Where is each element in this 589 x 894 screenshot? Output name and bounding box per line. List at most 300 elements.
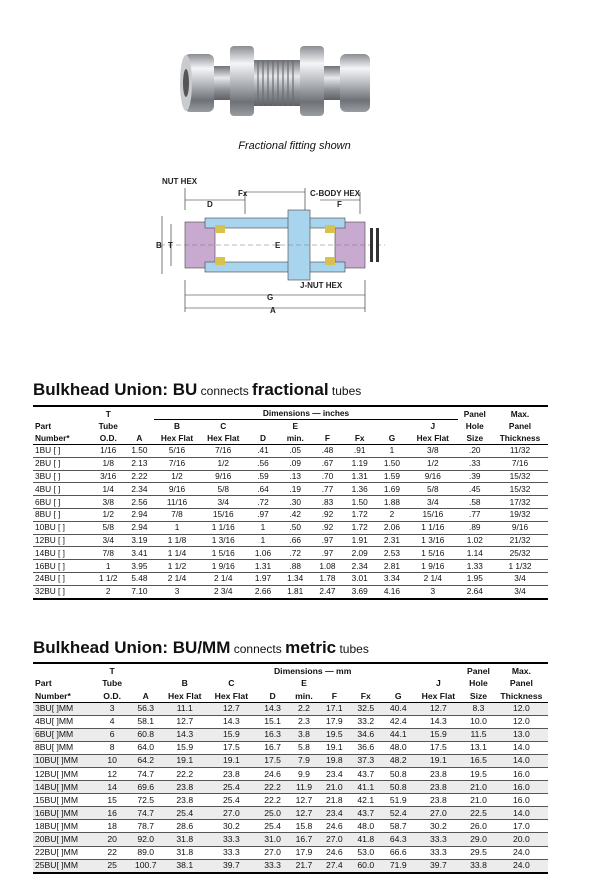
table-cell: 2.53 (383, 547, 400, 558)
table-cell: 24.6 (325, 820, 343, 831)
table-cell: 30.2 (430, 820, 447, 831)
table-cell: 19.1 (430, 755, 447, 766)
table-cell: 1 1/4 (167, 547, 187, 558)
fitting-photo (176, 36, 376, 126)
table-cell: 33.3 (223, 847, 240, 858)
table-cell: 3.19 (131, 534, 148, 545)
label-f: F (337, 200, 342, 209)
table-cell: 2.64 (466, 586, 483, 597)
table-cell: 15/16 (422, 509, 444, 520)
part-number-cell: 3BU[ ]MM (35, 703, 74, 714)
table-cell: 33.8 (470, 860, 487, 871)
table-cell: 2.56 (131, 496, 148, 507)
table-cell: 1.02 (466, 534, 483, 545)
table-cell: 21/32 (509, 534, 531, 545)
table-cell: .97 (321, 547, 334, 558)
metric-section (33, 638, 548, 874)
table-cell: 16.3 (264, 729, 281, 740)
fractional-title: Bulkhead Union: BU connects fractional tubes (33, 380, 362, 399)
table-cell: 14.0 (513, 807, 530, 818)
table-cell: .70 (321, 470, 334, 481)
table-cell: 52.4 (389, 807, 407, 818)
table-cell: 3 (109, 703, 115, 714)
part-number-cell: 8BU[ ]MM (35, 742, 74, 753)
table-cell: 24.6 (325, 847, 343, 858)
table-cell: 1/16 (100, 445, 117, 456)
table-cell: 1/2 (217, 458, 229, 469)
table-cell: 7.9 (298, 755, 310, 766)
table-cell: 14.3 (176, 729, 194, 740)
table-cell: 9/16 (168, 483, 186, 494)
table-cell: .91 (353, 445, 366, 456)
table-cell: 17.0 (513, 820, 530, 831)
table-cell: 9/16 (424, 470, 441, 481)
part-number-cell: 6BU[ ]MM (35, 729, 74, 740)
part-number-cell: 4BU [ ] (35, 483, 61, 494)
table-cell: 18 (107, 820, 117, 831)
table-cell: .92 (321, 522, 334, 533)
table-cell: 10 (107, 755, 117, 766)
table-cell: 12.0 (513, 703, 530, 714)
table-cell: 2 (105, 586, 111, 597)
table-cell: 53.0 (357, 847, 375, 858)
table-cell: 5/8 (217, 483, 229, 494)
table-cell: 7/8 (171, 509, 183, 520)
table-cell: 1/4 (102, 483, 114, 494)
table-cell: 28.6 (176, 820, 194, 831)
table-cell: 22.5 (470, 807, 487, 818)
table-cell: 1.81 (287, 586, 304, 597)
part-number-cell: 2BU [ ] (35, 458, 61, 469)
table-cell: 3 (174, 586, 180, 597)
table-cell: 2.34 (131, 483, 148, 494)
table-cell: 14.0 (513, 755, 530, 766)
table-cell: 1/8 (102, 458, 114, 469)
part-number-cell: 14BU[ ]MM (35, 781, 78, 792)
table-cell: 17.9 (325, 716, 343, 727)
table-cell: 40.4 (389, 703, 407, 714)
table-cell: 3.8 (298, 729, 310, 740)
table-cell: 17.5 (264, 755, 281, 766)
table-row (33, 715, 548, 728)
table-cell: 23.8 (176, 794, 194, 805)
table-cell: 2 1/4 (213, 573, 233, 584)
table-cell: 1 3/16 (211, 534, 235, 545)
table-cell: 41.8 (357, 833, 375, 844)
table-row (33, 767, 548, 780)
table-cell: 23.8 (176, 781, 194, 792)
table-cell: 5/8 (102, 522, 114, 533)
table-cell: 7/16 (511, 458, 529, 469)
table-cell: 1.34 (287, 573, 304, 584)
table-cell: 11.1 (176, 703, 193, 714)
table-cell: 1 5/16 (211, 547, 235, 558)
table-cell: 1.88 (383, 496, 400, 507)
table-row (33, 560, 548, 573)
table-row (33, 807, 548, 820)
table-cell: 19.8 (325, 755, 343, 766)
table-cell: 25.4 (223, 794, 240, 805)
label-a: A (270, 306, 276, 315)
table-cell: 17.1 (325, 703, 343, 714)
table-cell: 32.5 (357, 703, 375, 714)
table-cell: .42 (289, 509, 301, 520)
table-cell: .56 (257, 458, 269, 469)
table-row (33, 702, 548, 715)
table-cell: 3/4 (514, 586, 526, 597)
table-cell: 39.7 (223, 860, 240, 871)
table-cell: 8 (109, 742, 115, 753)
table-cell: 26.0 (470, 820, 487, 831)
table-cell: 27.0 (325, 833, 343, 844)
table-cell: 15/16 (212, 509, 234, 520)
label-b: B (156, 241, 162, 250)
table-cell: 3.34 (383, 573, 400, 584)
table-cell: 2.22 (131, 470, 148, 481)
table-cell: 17.9 (295, 847, 313, 858)
table-cell: 2 1/4 (423, 573, 443, 584)
table-cell: 43.7 (357, 807, 375, 818)
part-number-cell: 12BU [ ] (35, 534, 65, 545)
table-cell: .64 (257, 483, 269, 494)
table-cell: 71.9 (389, 860, 407, 871)
table-cell: .67 (321, 458, 334, 469)
table-cell: 48.0 (357, 820, 375, 831)
table-cell: .97 (257, 509, 269, 520)
table-cell: 21.7 (295, 860, 313, 871)
part-number-cell: 16BU [ ] (35, 560, 65, 571)
table-cell: 1 1/32 (508, 560, 532, 571)
table-cell: 24.0 (513, 847, 530, 858)
part-number-cell: 12BU[ ]MM (35, 768, 78, 779)
table-cell: 19/32 (509, 509, 531, 520)
part-number-cell: 3BU [ ] (35, 470, 61, 481)
table-cell: 36.6 (357, 742, 375, 753)
table-cell: 15.9 (223, 729, 240, 740)
table-cell: 1.33 (466, 560, 483, 571)
table-cell: 12.7 (176, 716, 194, 727)
table-cell: .58 (469, 496, 481, 507)
table-cell: 78.7 (137, 820, 155, 831)
table-cell: 1.95 (466, 573, 483, 584)
table-cell: .48 (321, 445, 334, 456)
table-cell: 1.91 (351, 534, 368, 545)
table-cell: 22.2 (264, 781, 281, 792)
label-d: D (207, 200, 213, 209)
table-cell: .45 (469, 483, 481, 494)
header-row-1: T Dimensions — mm Panel Max. (33, 663, 548, 677)
table-cell: 21.0 (470, 781, 487, 792)
table-cell: 22.2 (264, 794, 281, 805)
table-cell: 25.4 (264, 820, 281, 831)
table-cell: 12.7 (223, 703, 240, 714)
table-cell: 2 1/4 (167, 573, 187, 584)
label-c-body-hex: C-BODY HEX (310, 189, 361, 198)
table-cell: 7/8 (102, 547, 114, 558)
table-cell: 14.3 (430, 716, 447, 727)
table-row (33, 457, 548, 470)
table-cell: 1/2 (171, 470, 183, 481)
table-cell: 3/8 (102, 496, 114, 507)
table-cell: .72 (257, 496, 269, 507)
table-cell: .30 (289, 496, 301, 507)
table-cell: 64.2 (137, 755, 155, 766)
header-row-3: Number* O.D. A Hex Flat Hex Flat D min. F Fx G Hex Flat Size Thickness (33, 689, 548, 702)
table-cell: 5.48 (131, 573, 148, 584)
table-cell: 2.06 (383, 522, 400, 533)
part-number-cell: 6BU [ ] (35, 496, 61, 507)
table-cell: 1.14 (466, 547, 483, 558)
part-number-cell: 10BU [ ] (35, 522, 65, 533)
table-cell: 27.0 (430, 807, 447, 818)
table-cell: 17.5 (223, 742, 240, 753)
table-cell: 1/2 (427, 458, 439, 469)
table-cell: 48.0 (389, 742, 407, 753)
table-cell: 1.72 (351, 509, 368, 520)
table-cell: 3 (430, 586, 436, 597)
table-cell: 3.41 (131, 547, 148, 558)
table-cell: .39 (469, 470, 481, 481)
table-cell: 1 (389, 445, 395, 456)
table-cell: 7/16 (215, 445, 232, 456)
table-cell: 3/4 (217, 496, 229, 507)
table-cell: 58.1 (137, 716, 155, 727)
table-cell: 5/8 (427, 483, 439, 494)
part-number-cell: 15BU[ ]MM (35, 794, 78, 805)
table-cell: 1.31 (351, 470, 368, 481)
table-cell: 2.2 (298, 703, 310, 714)
table-cell: 21.0 (470, 794, 487, 805)
dimensions-header: Dimensions — mm (273, 665, 352, 676)
table-row (33, 794, 548, 807)
table-cell: 27.0 (264, 847, 281, 858)
table-cell: 17.5 (430, 742, 447, 753)
table-cell: 21.8 (325, 794, 343, 805)
table-cell: 3/4 (427, 496, 439, 507)
photo-caption: Fractional fitting shown (238, 140, 351, 152)
table-cell: 60.8 (137, 729, 155, 740)
table-cell: 1 1/16 (421, 522, 445, 533)
fractional-section (33, 380, 548, 600)
table-cell: 2.3 (298, 716, 310, 727)
table-cell: 24.6 (264, 768, 281, 779)
table-cell: 22.2 (176, 768, 194, 779)
part-number-cell: 16BU[ ]MM (35, 807, 78, 818)
table-row (33, 859, 548, 873)
table-cell: .89 (469, 522, 481, 533)
table-cell: 51.9 (389, 794, 407, 805)
label-fx: Fx (238, 189, 248, 198)
table-cell: 42.4 (389, 716, 407, 727)
table-cell: 69.6 (137, 781, 155, 792)
table-cell: 14.3 (264, 703, 281, 714)
table-cell: 16.5 (470, 755, 487, 766)
table-cell: 1 1/8 (167, 534, 187, 545)
table-cell: 25.4 (176, 807, 194, 818)
table-row (33, 470, 548, 483)
table-cell: 12 (107, 768, 117, 779)
table-cell: 14 (107, 781, 117, 792)
table-row (33, 547, 548, 560)
table-row (33, 496, 548, 509)
table-cell: 1.69 (383, 483, 400, 494)
table-cell: .50 (289, 522, 301, 533)
table-cell: 3/8 (427, 445, 439, 456)
table-cell: 1.78 (319, 573, 336, 584)
table-cell: 33.3 (264, 860, 281, 871)
table-cell: 12.7 (295, 807, 313, 818)
table-row (33, 728, 548, 741)
part-number-cell: 14BU [ ] (35, 547, 65, 558)
table-cell: 100.7 (134, 860, 157, 871)
table-cell: 58.7 (389, 820, 407, 831)
table-cell: 3.69 (351, 586, 368, 597)
table-cell: 16.0 (513, 781, 530, 792)
table-cell: 20.0 (513, 833, 530, 844)
table-row (33, 754, 548, 767)
table-cell: 3/16 (100, 470, 117, 481)
table-cell: 92.0 (137, 833, 155, 844)
table-cell: 1.08 (319, 560, 336, 571)
table-row (33, 585, 548, 598)
part-number-cell: 22BU[ ]MM (35, 847, 78, 858)
table-cell: .13 (289, 470, 301, 481)
label-nut-hex: NUT HEX (162, 177, 198, 186)
table-cell: 9/16 (215, 470, 232, 481)
table-cell: 37.3 (357, 755, 375, 766)
table-cell: 1.97 (254, 573, 272, 584)
table-cell: 1.06 (254, 547, 272, 558)
dimensions-header: Dimensions — inches (154, 406, 457, 420)
table-cell: .05 (289, 445, 301, 456)
table-cell: .20 (469, 445, 481, 456)
table-cell: 29.5 (470, 847, 487, 858)
table-cell: 16.0 (513, 768, 530, 779)
table-cell: 43.7 (357, 768, 375, 779)
table-cell: 12.0 (513, 716, 530, 727)
header-row-3: Number* O.D. A Hex Flat Hex Flat D min. F Fx G Hex Flat Size Thickness (33, 432, 548, 445)
part-number-cell: 4BU[ ]MM (35, 716, 74, 727)
table-row (33, 445, 548, 458)
table-cell: 19.5 (470, 768, 487, 779)
table-cell: 1 1/2 (98, 573, 118, 584)
table-cell: 25 (107, 860, 117, 871)
table-cell: 9.9 (298, 768, 310, 779)
table-cell: 1 (174, 522, 180, 533)
table-cell: 1.50 (383, 458, 400, 469)
part-number-cell: 10BU[ ]MM (35, 755, 78, 766)
table-cell: 25.0 (264, 807, 281, 818)
table-cell: 15.9 (430, 729, 447, 740)
table-cell: 30.2 (223, 820, 240, 831)
table-cell: 4.16 (383, 586, 400, 597)
table-cell: 21.0 (325, 781, 343, 792)
part-number-cell: 20BU[ ]MM (35, 833, 78, 844)
table-cell: 1 3/16 (421, 534, 445, 545)
table-cell: 2.66 (254, 586, 272, 597)
table-cell: .88 (289, 560, 301, 571)
table-cell: 20 (107, 833, 117, 844)
table-cell: 2.94 (131, 522, 148, 533)
table-cell: 31.8 (176, 833, 194, 844)
table-cell: 1 1/16 (211, 522, 235, 533)
table-cell: 7/16 (168, 458, 186, 469)
table-cell: 15.1 (264, 716, 281, 727)
table-cell: 19.1 (325, 742, 343, 753)
table-row (33, 521, 548, 534)
table-cell: 1.50 (131, 445, 148, 456)
table-cell: 2.09 (351, 547, 368, 558)
table-cell: 2.13 (131, 458, 148, 469)
metric-table (33, 662, 548, 874)
table-cell: 11/32 (509, 445, 531, 456)
table-cell: 14.0 (513, 742, 530, 753)
table-cell: 2.94 (131, 509, 148, 520)
table-cell: 5.8 (298, 742, 310, 753)
table-cell: 4 (109, 716, 115, 727)
table-cell: 1/2 (102, 509, 114, 520)
table-cell: 15.9 (176, 742, 194, 753)
table-cell: 16.0 (513, 794, 530, 805)
table-cell: 23.8 (430, 794, 447, 805)
table-row (33, 846, 548, 859)
table-row (33, 572, 548, 585)
table-cell: 44.1 (389, 729, 407, 740)
table-cell: 17/32 (509, 496, 531, 507)
part-number-cell: 25BU[ ]MM (35, 860, 78, 871)
table-cell: 1 9/16 (211, 560, 235, 571)
table-cell: 11/16 (166, 496, 188, 507)
table-cell: 33.3 (223, 833, 240, 844)
table-cell: 1.50 (351, 496, 368, 507)
table-cell: 5/16 (168, 445, 186, 456)
table-cell: .72 (289, 547, 301, 558)
table-cell: 74.7 (137, 807, 155, 818)
table-cell: 12.7 (430, 703, 447, 714)
label-t: T (168, 241, 173, 250)
table-cell: .77 (321, 483, 334, 494)
table-cell: 8.3 (472, 703, 485, 714)
table-cell: 1 9/16 (421, 560, 445, 571)
table-cell: 1 1/2 (167, 560, 187, 571)
table-cell: 1.36 (351, 483, 368, 494)
table-cell: 22 (107, 847, 117, 858)
label-e: E (275, 241, 281, 250)
table-cell: 3.01 (351, 573, 368, 584)
table-cell: 1.72 (351, 522, 368, 533)
table-cell: 89.0 (137, 847, 155, 858)
table-cell: 3/4 (102, 534, 114, 545)
table-cell: 29.0 (470, 833, 487, 844)
table-cell: 42.1 (357, 794, 375, 805)
table-cell: 27.4 (325, 860, 343, 871)
table-cell: 41.1 (357, 781, 375, 792)
table-cell: 33.3 (430, 847, 447, 858)
table-cell: 19.1 (176, 755, 194, 766)
table-cell: 11.9 (295, 781, 313, 792)
table-cell: 15 (107, 794, 117, 805)
part-number-cell: 24BU [ ] (35, 573, 65, 584)
table-row (33, 483, 548, 496)
table-cell: 50.8 (389, 768, 407, 779)
table-cell: 31.8 (176, 847, 194, 858)
table-cell: 13.1 (470, 742, 487, 753)
table-cell: 9/16 (511, 522, 529, 533)
dimension-diagram (140, 170, 400, 320)
table-cell: 23.8 (430, 768, 447, 779)
table-cell: 27.0 (223, 807, 240, 818)
table-cell: 23.4 (325, 807, 343, 818)
